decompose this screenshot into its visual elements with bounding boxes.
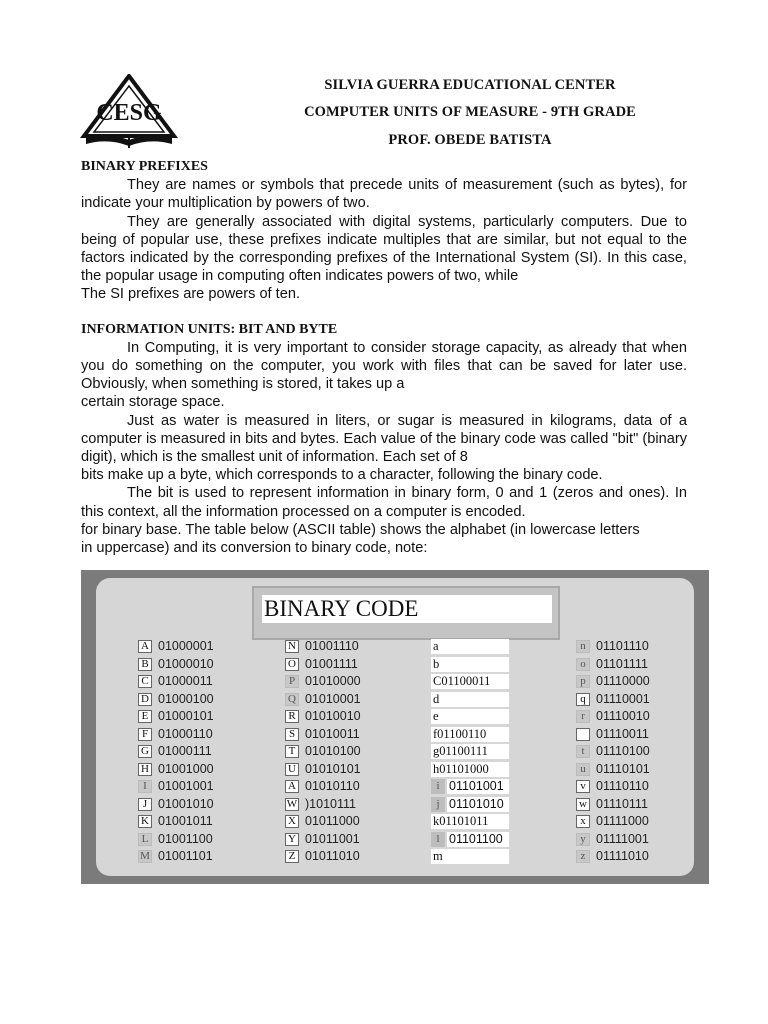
binary-value: g01100111 xyxy=(431,744,509,759)
letter-box: R xyxy=(285,710,299,723)
letter-box: X xyxy=(285,815,299,828)
binary-value: 01101100 xyxy=(447,832,509,847)
letter-box: x xyxy=(576,815,590,828)
letter-box: y xyxy=(576,833,590,846)
binary-value: h01101000 xyxy=(431,762,509,777)
binary-value: d xyxy=(431,692,509,707)
binary-value: 01110010 xyxy=(596,709,650,723)
letter-box: E xyxy=(138,710,152,723)
letter-box: P xyxy=(285,675,299,688)
binary-value: 01000110 xyxy=(158,726,213,741)
binary-code-figure xyxy=(81,570,709,884)
letter-box: C xyxy=(138,675,152,688)
letter-box: i xyxy=(431,779,445,794)
letter-box: A xyxy=(285,780,299,793)
teacher-name: PROF. OBEDE BATISTA xyxy=(388,132,552,148)
paragraph: In Computing, it is very important to consider storage capacity, as already that when you do something on the computer, you work with files that can be saved for later use. Obviously, when something is stored, it takes up a xyxy=(81,339,687,393)
binary-value: 01110001 xyxy=(596,691,650,706)
binary-value: e xyxy=(431,709,509,724)
paragraph: in uppercase) and its conversion to binary code, note: xyxy=(81,540,428,557)
letter-box: u xyxy=(576,763,590,776)
letter-box: I xyxy=(138,780,152,793)
letter-box: O xyxy=(285,658,299,671)
letter-box: r xyxy=(576,710,590,723)
binary-value: k01101011 xyxy=(431,814,509,829)
binary-value: 01110110 xyxy=(596,779,649,793)
binary-value: 01110101 xyxy=(596,761,650,776)
binary-value: 01110111 xyxy=(596,796,648,811)
paragraph: They are names or symbols that precede units of measurement (such as bytes), for indicate your multiplication by powers of two. xyxy=(81,177,687,212)
section-heading-information-units: INFORMATION UNITS: BIT AND BYTE xyxy=(81,321,338,337)
paragraph: for binary base. The table below (ASCII table) shows the alphabet (in lowercase letters xyxy=(81,521,640,538)
letter-box: j xyxy=(431,797,445,812)
binary-value: b xyxy=(431,657,509,672)
binary-value: 01001111 xyxy=(305,656,358,671)
binary-value: 01001010 xyxy=(158,796,214,811)
letter-box: t xyxy=(576,745,590,758)
letter-box: Y xyxy=(285,833,299,846)
binary-value: 01011010 xyxy=(305,849,360,863)
paragraph: The bit is used to represent information in binary form, 0 and 1 (zeros and ones). In this context, all the information processed on a computer is encoded. xyxy=(81,485,687,520)
letter-box: W xyxy=(286,797,298,810)
letter-box: Q xyxy=(285,693,299,706)
binary-value: 01000111 xyxy=(158,744,212,758)
binary-value: 01110000 xyxy=(596,674,650,688)
binary-value: 01010110 xyxy=(305,779,360,793)
binary-value: f01100110 xyxy=(431,727,509,742)
letter-box: N xyxy=(285,640,299,653)
document-body xyxy=(81,158,687,557)
section-heading-binary-prefixes: BINARY PREFIXES xyxy=(81,159,208,174)
school-name: SILVIA GUERRA EDUCATIONAL CENTER xyxy=(324,77,616,93)
binary-code-title-box xyxy=(252,586,560,640)
binary-value: 01000100 xyxy=(158,691,214,706)
letter-box: Z xyxy=(285,850,299,863)
document-subject: COMPUTER UNITS OF MEASURE - 9TH GRADE xyxy=(304,104,636,120)
paragraph: The SI prefixes are powers of ten. xyxy=(81,286,301,303)
letter-box: p xyxy=(576,675,590,688)
binary-value: 01010000 xyxy=(305,674,361,688)
paragraph: bits make up a byte, which corresponds to a character, following the binary code. xyxy=(81,467,603,484)
letter-box: D xyxy=(138,693,152,706)
binary-value: 01000001 xyxy=(158,639,214,653)
letter-box: n xyxy=(576,640,590,653)
binary-value: 01010001 xyxy=(305,691,361,706)
binary-value: 01101110 xyxy=(596,639,649,653)
letter-box: H xyxy=(138,763,152,776)
binary-value: 01001000 xyxy=(158,761,214,776)
binary-value: 01110011 xyxy=(596,726,649,741)
binary-value: 01111000 xyxy=(596,814,649,828)
letter-box: T xyxy=(285,745,299,758)
letter-box: K xyxy=(138,815,152,828)
binary-value: 01010100 xyxy=(305,744,361,758)
binary-value: 01111010 xyxy=(596,849,649,863)
logo-text: CESG xyxy=(96,100,162,126)
letter-box: M xyxy=(138,850,152,863)
letter-box: F xyxy=(138,728,152,741)
letter-box: A xyxy=(138,640,152,653)
letter-box: w xyxy=(576,798,590,811)
binary-value: 01000011 xyxy=(158,674,213,688)
binary-code-panel xyxy=(96,578,694,876)
letter-box: J xyxy=(138,798,152,811)
letter-box: z xyxy=(576,850,590,863)
binary-value: 01011000 xyxy=(305,814,360,828)
binary-value: 01001101 xyxy=(158,849,213,863)
binary-value: 01001001 xyxy=(158,779,214,793)
binary-value: a xyxy=(431,639,509,654)
binary-value: 01010010 xyxy=(305,709,361,723)
paragraph: They are generally associated with digital systems, particularly computers. Due to being of popular use, these prefixes indicate multiples that are similar, but not equal to the factors indicated by the corresponding prefixes of the International System (SI). In this case, the popular usage in computing often indicates powers of two, while xyxy=(81,213,687,285)
binary-value: 01001110 xyxy=(305,639,359,653)
binary-value: 01110100 xyxy=(596,744,650,758)
letter-box: q xyxy=(576,693,590,706)
letter-box: U xyxy=(285,763,299,776)
binary-code-title: BINARY CODE xyxy=(262,595,552,623)
binary-value: C01100011 xyxy=(431,674,509,689)
paragraph: Just as water is measured in liters, or sugar is measured in kilograms, data of a computer is measured in bits and bytes. Each value of the binary code was called "bit" (binary digit), which is the smallest unit of information. Each set of 8 xyxy=(81,412,687,466)
letter-box: L xyxy=(138,833,152,846)
school-logo xyxy=(80,74,178,150)
binary-value: 01101010 xyxy=(447,797,509,812)
binary-value: 01001100 xyxy=(158,831,213,846)
letter-box xyxy=(576,728,590,741)
binary-value: 01011001 xyxy=(305,831,360,846)
binary-value: 01101111 xyxy=(596,656,648,671)
binary-value: 01000010 xyxy=(158,656,214,671)
binary-value: 01111001 xyxy=(596,831,649,846)
letter-box: v xyxy=(576,780,590,793)
letter-box: l xyxy=(431,832,445,847)
paragraph: certain storage space. xyxy=(81,394,225,411)
binary-value: 01001011 xyxy=(158,814,213,828)
letter-box: G xyxy=(138,745,152,758)
binary-value: 01101001 xyxy=(447,779,509,794)
binary-value: 01010011 xyxy=(305,726,360,741)
letter-box: o xyxy=(576,658,590,671)
binary-value: m xyxy=(431,849,509,864)
binary-value: 01010101 xyxy=(305,761,361,776)
letter-box: S xyxy=(285,728,299,741)
letter-box: B xyxy=(138,658,152,671)
binary-value: )1010111 xyxy=(305,796,356,811)
binary-value: 01000101 xyxy=(158,709,214,723)
